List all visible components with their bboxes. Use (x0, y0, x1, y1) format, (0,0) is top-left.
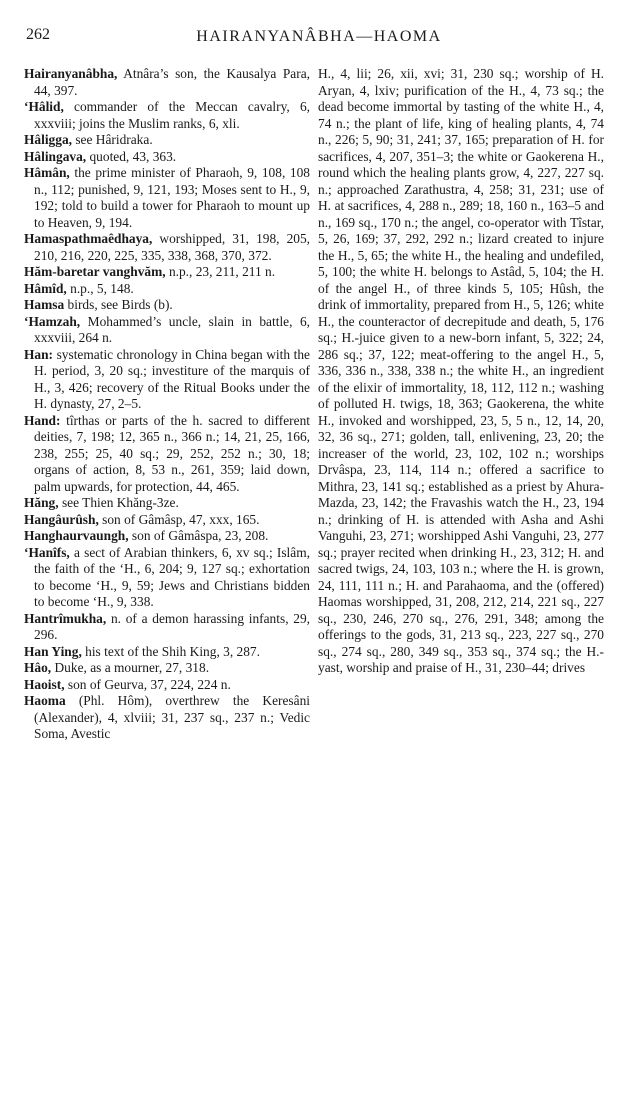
index-entry (24, 611, 310, 644)
index-entry (24, 693, 310, 743)
entry-headword: Hăm-baretar vanghvăm, (24, 264, 166, 279)
entry-text: tîrthas or parts of the h. sacred to different deities, 7, 198; 12, 365 n., 366 n.; 14, 21, 25, 166, 238, 255; 25, 40 sq.; 29, 252, 252 n.; 30, 18; organs of action, 8, 53 n., 261, 359; laid down, palm upwards, for protection, 44, 465. (34, 412, 310, 494)
entry-text: n.p., 5, 148. (66, 280, 134, 296)
entry-text: n.p., 23, 211, 211 n. (165, 264, 276, 279)
entry-text: n. of a demon harassing infants, 29, 296. (34, 610, 310, 642)
index-entry (24, 281, 310, 298)
entry-text: commander of the Meccan cavalry, 6, xxxviii; joins the Muslim ranks, 6, xli. (34, 99, 310, 131)
entry-headword: Hâmân, (24, 165, 70, 180)
left-column (24, 66, 310, 743)
index-entry (24, 347, 310, 413)
entry-text: son of Gâmâspa, 23, 208. (128, 528, 269, 543)
entry-headword: Hâligga, (24, 132, 72, 147)
index-entry (24, 545, 310, 611)
index-entry (24, 644, 310, 661)
index-entry (24, 528, 310, 545)
entry-text: quoted, 43, 363. (86, 148, 177, 164)
entry-text: see Thien Khăng-3ze. (58, 495, 179, 510)
index-entry (24, 66, 310, 99)
entry-text: son of Gâmâsp, 47, xxx, 165. (98, 511, 260, 527)
entry-headword: Haoist, (24, 676, 65, 692)
entry-headword: Hangâurûsh, (24, 511, 99, 527)
entry-headword: Hand: (24, 412, 61, 428)
entry-text: Atnâra’s son, the Kausalya Para, 44, 397. (34, 66, 310, 98)
entry-headword: Hâo, (24, 660, 52, 675)
entry-headword: Han Ying, (24, 643, 82, 659)
entry-headword: Han: (24, 346, 54, 362)
entry-headword: Hamaspathmaêdhaya, (24, 231, 153, 246)
running-header (24, 26, 604, 66)
entry-headword: Haoma (24, 693, 66, 708)
entry-headword: ‘Hâlid, (24, 99, 64, 114)
entry-headword: Hairanyanâbha, (24, 66, 118, 81)
running-title: HAIRANYANÂBHA—HAOMA (196, 28, 442, 45)
index-entry (24, 231, 310, 264)
entry-headword: Hanghaurvaungh, (24, 528, 129, 543)
index-entry (24, 512, 310, 529)
right-column (318, 66, 604, 743)
entry-text: birds, see Birds (b). (64, 297, 173, 312)
index-entry (24, 660, 310, 677)
index-entry (24, 297, 310, 314)
entry-headword: Hamsa (24, 297, 65, 312)
index-entry (24, 149, 310, 166)
index-columns (24, 66, 604, 743)
entry-headword: Hâlingava, (24, 148, 87, 164)
index-entry (24, 165, 310, 231)
entry-text: systematic chronology in China began with the H. period, 3, 20 sq.; investiture of the marquis of H., 3, 426; recovery of the Ritual Books under the H. dynasty, 27, 2–5. (34, 346, 310, 411)
entry-text: worshipped, 31, 198, 205, 210, 216, 220, 225, 335, 338, 368, 370, 372. (34, 231, 310, 263)
entry-headword: Hâmîd, (24, 280, 67, 296)
entry-text: his text of the Shih King, 3, 287. (81, 643, 260, 659)
entry-text: son of Geurva, 37, 224, 224 n. (64, 676, 231, 692)
entry-text: see Hâridraka. (72, 132, 153, 147)
haoma-continuation: H., 4, lii; 26, xii, xvi; 31, 230 sq.; worship of H. Aryan, 4, lxiv; purification of the H., 4, 73 sq.; the dead become immortal by tasting of the white H., 4, 74 n.; the plant of life, king of healing plants, 4, 74 n., 226; 5, 90; 31, 241; 37, 165; preparation of H. for sacrifices, 4, 207, 351–3; the white or Gaokerena H., round which the healing plants grow, 4, 227, 227 sq. n.; approached Zarathustra, 4, 258; 31, 231; use of H. at sacrifices, 4, 288 n., 289; 18, 160 n., 163–5 and n., 169 sq., 170 n.; the angel, co-operator with Tîstar, 5, 26, 169; 37, 292, 292 n.; lizard created to injure the H., 5, 65; the white H., the healing and undefiled, 5, 100; the white H. belongs to Astâd, 5, 104; the H. of the angel H., of three kinds 5, 105; Hûsh, the drink of immortality, prepared from H., 5, 126; white H., the counteractor of decrepitude and death, 5, 176 sq.; H.-juice given to a new-born infant, 5, 322; 24, 286 sq.; 37, 122; meat-offering to the angel H., 5, 336, 336 n., 338, 338 n.; the white H., an ingredient of the elixir of immortality, 18, 112, 112 n.; washing of polluted H. twigs, 18, 363; Gaokerena, the white H., invoked and worshipped, 23, 5, 5 n., 12, 14, 20, 32, 36 sq., 271; golden, tall, enlivening, 23, 20; the increaser of the world, 23, 102, 102 n.; worships Drvâspa, 23, 114, 114 n.; offered a sacrifice to Mithra, 23, 141 sq.; established as a priest by Ahura-Mazda, 23, 142; the Fravashis watch the H., 23, 194 n.; drinking of H. is attended with Asha and Ashi Vanguhi, 23, 271; worshipped Ashi Vanguhi, 23, 277 sq.; prayer recited when drinking H., 23, 312; H. and sacred twigs, 24, 103, 103 n.; where the H. is grown, 24, 111, 111 n.; H. and Parahaoma, and the (offered) Haomas worshipped, 31, 208, 212, 214, 221 sq., 227 sq., 230, 246, 270 sq., 276, 291, 348; among the offerings to the gods, 31, 213 sq., 223, 227 sq., 270 sq., 274 sq., 280, 349 sq., 353 sq., 374 sq.; the H.-yast, worship and praise of H., 31, 230–44; drives (318, 66, 604, 675)
page-number: 262 (26, 26, 50, 43)
index-entry (24, 413, 310, 496)
index-entry (24, 264, 310, 281)
entry-headword: ‘Hanîfs, (24, 544, 70, 560)
entry-headword: ‘Hamzah, (24, 313, 81, 329)
entry-text: (Phl. Hôm), overthrew the Keresâni (Alexander), 4, xlviii; 31, 237 sq., 237 n.; Vedic Soma, Avestic (34, 693, 310, 741)
entry-headword: Hăng, (24, 495, 59, 510)
index-entry (24, 677, 310, 694)
index-entry (24, 132, 310, 149)
index-entry (24, 495, 310, 512)
entry-text: Mohammed’s uncle, slain in battle, 6, xxxviii, 264 n. (34, 313, 310, 345)
index-entry (24, 314, 310, 347)
entry-text: the prime minister of Pharaoh, 9, 108, 108 n., 112; punished, 9, 121, 193; Moses sent to H., 9, 192; told to build a tower for Pharaoh to mount up to Heaven, 9, 194. (34, 165, 310, 230)
entry-text: Duke, as a mourner, 27, 318. (51, 660, 210, 675)
index-entry (24, 99, 310, 132)
entry-text: a sect of Arabian thinkers, 6, xv sq.; Islâm, the faith of the ‘H., 6, 204; 9, 127 sq.; exhortation to become ‘H., 9, 59; Jews and Christians bidden to become ‘H., 9, 338. (34, 544, 310, 609)
entry-headword: Hantrîmukha, (24, 610, 107, 626)
